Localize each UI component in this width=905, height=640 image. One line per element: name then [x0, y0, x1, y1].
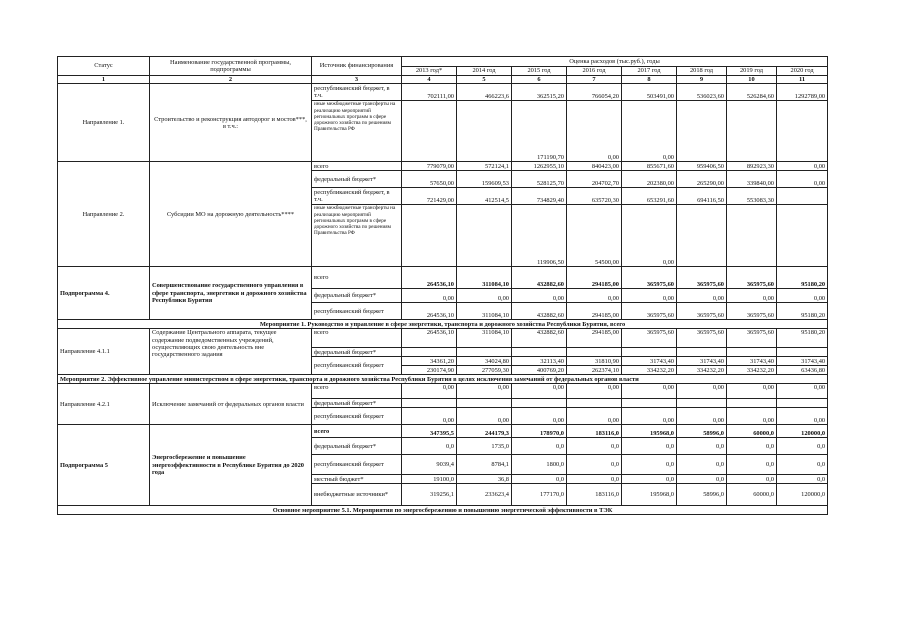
- value-cell: 432882,60: [512, 303, 567, 320]
- value-cell: [727, 101, 777, 162]
- year-header: 2018 год: [677, 67, 727, 76]
- value-cell: 365975,60: [727, 267, 777, 289]
- value-cell: 0,0: [677, 438, 727, 455]
- value-cell: 32113,40: [512, 357, 567, 366]
- value-cell: 702111,00: [402, 84, 457, 101]
- value-cell: 120000,0: [777, 425, 828, 438]
- value-cell: 0,00: [512, 408, 567, 425]
- row-status: Подпрограмма 5: [58, 425, 150, 506]
- value-cell: 0,00: [727, 408, 777, 425]
- year-header: 2019 год: [727, 67, 777, 76]
- section-row: [58, 320, 828, 329]
- source-cell: федеральный бюджет*: [312, 399, 402, 408]
- value-cell: 195968,0: [622, 484, 677, 506]
- value-cell: 432882,60: [512, 267, 567, 289]
- value-cell: 119906,50: [512, 205, 567, 267]
- header-name: Наименование государственной программы, подпрограммы: [150, 57, 312, 76]
- value-cell: 8784,1: [457, 455, 512, 475]
- event-5-1-title: Основное мероприятие 5.1. Мероприятия по энергосбережению и повышению энергетической эффективности в ТЭК: [58, 506, 828, 515]
- value-cell: 0,0: [677, 455, 727, 475]
- value-cell: 959406,50: [677, 162, 727, 171]
- value-cell: 365975,60: [622, 329, 677, 348]
- table-row: [58, 84, 828, 101]
- value-cell: 334232,20: [622, 366, 677, 375]
- value-cell: 34361,20: [402, 357, 457, 366]
- source-cell: федеральный бюджет*: [312, 438, 402, 455]
- value-cell: 635720,30: [567, 188, 622, 205]
- value-cell: 294185,00: [567, 303, 622, 320]
- value-cell: [402, 348, 457, 357]
- row-status: Подпрограмма 4.: [58, 267, 150, 320]
- value-cell: 779079,00: [402, 162, 457, 171]
- source-cell: республиканский бюджет, в т.ч.: [312, 188, 402, 205]
- table-row: [58, 267, 828, 289]
- value-cell: 400769,20: [512, 366, 567, 375]
- value-cell: 0,00: [622, 101, 677, 162]
- value-cell: 60000,0: [727, 484, 777, 506]
- row-status: Направление 4.2.1: [58, 384, 150, 425]
- value-cell: 9039,4: [402, 455, 457, 475]
- source-cell: всего: [312, 425, 402, 438]
- value-cell: 553083,30: [727, 188, 777, 205]
- section-row: [58, 375, 828, 384]
- value-cell: [457, 101, 512, 162]
- value-cell: 0,00: [727, 384, 777, 399]
- value-cell: 0,00: [402, 408, 457, 425]
- value-cell: [777, 205, 828, 267]
- value-cell: 766054,20: [567, 84, 622, 101]
- value-cell: [677, 399, 727, 408]
- value-cell: 0,0: [677, 475, 727, 484]
- value-cell: 412514,5: [457, 188, 512, 205]
- source-cell: местный бюджет*: [312, 475, 402, 484]
- value-cell: [777, 188, 828, 205]
- value-cell: 653291,60: [622, 188, 677, 205]
- year-header: 2014 год: [457, 67, 512, 76]
- value-cell: [512, 348, 567, 357]
- value-cell: 365975,60: [727, 303, 777, 320]
- source-cell: всего: [312, 384, 402, 399]
- value-cell: 265290,00: [677, 171, 727, 188]
- value-cell: 0,0: [727, 475, 777, 484]
- year-header: 2020 год: [777, 67, 828, 76]
- value-cell: 95180,20: [777, 267, 828, 289]
- index-cell: 8: [622, 76, 677, 84]
- table-row: [58, 384, 828, 399]
- source-cell: республиканский бюджет: [312, 455, 402, 475]
- row-status: Направление 4.1.1: [58, 329, 150, 375]
- value-cell: 694116,50: [677, 188, 727, 205]
- value-cell: 0,00: [622, 205, 677, 267]
- index-cell: 10: [727, 76, 777, 84]
- source-cell: всего: [312, 329, 402, 348]
- value-cell: 311084,10: [457, 267, 512, 289]
- source-cell: федеральный бюджет*: [312, 289, 402, 303]
- value-cell: 0,00: [677, 384, 727, 399]
- value-cell: 177170,0: [512, 484, 567, 506]
- year-header: 2013 год*: [402, 67, 457, 76]
- source-cell: республиканский бюджет: [312, 408, 402, 425]
- value-cell: 31743,40: [677, 357, 727, 366]
- value-cell: 0,0: [567, 455, 622, 475]
- index-cell: 2: [150, 76, 312, 84]
- value-cell: 503491,00: [622, 84, 677, 101]
- source-cell: иные межбюджетные трансферты на реализацию мероприятий региональных программ в сфере дорожного хозяйства по решениям Правительства РФ: [312, 101, 402, 162]
- value-cell: 528125,70: [512, 171, 567, 188]
- value-cell: 0,00: [777, 162, 828, 171]
- value-cell: 34024,80: [457, 357, 512, 366]
- value-cell: 294185,00: [567, 267, 622, 289]
- value-cell: 319256,1: [402, 484, 457, 506]
- value-cell: 171190,70: [512, 101, 567, 162]
- value-cell: [402, 205, 457, 267]
- value-cell: 0,0: [622, 475, 677, 484]
- table-row: [58, 425, 828, 438]
- event-2-title: Мероприятие 2. Эффективное управление министерством в сфере энергетики, транспорта и дорожного хозяйства Республики Бурятия в целях исключения замечаний от федеральных органов власти: [58, 375, 828, 384]
- value-cell: 277059,30: [457, 366, 512, 375]
- value-cell: 0,00: [677, 289, 727, 303]
- value-cell: 95180,20: [777, 303, 828, 320]
- value-cell: 432882,60: [512, 329, 567, 348]
- value-cell: 0,0: [777, 475, 828, 484]
- value-cell: [777, 348, 828, 357]
- value-cell: 95180,20: [777, 329, 828, 348]
- value-cell: 0,0: [777, 438, 828, 455]
- value-cell: 0,00: [777, 171, 828, 188]
- value-cell: [457, 348, 512, 357]
- value-cell: 195968,0: [622, 425, 677, 438]
- year-header: 2017 год: [622, 67, 677, 76]
- value-cell: 0,00: [567, 101, 622, 162]
- row-name: Исключение замечаний от федеральных органов власти: [150, 384, 312, 425]
- value-cell: 31743,40: [622, 357, 677, 366]
- value-cell: 365975,60: [622, 267, 677, 289]
- source-cell: всего: [312, 162, 402, 171]
- source-cell: федеральный бюджет*: [312, 348, 402, 357]
- value-cell: 334232,20: [727, 366, 777, 375]
- row-name: Строительство и реконструкция автодорог и мостов***, в т.ч.:: [150, 84, 312, 162]
- value-cell: 264536,10: [402, 303, 457, 320]
- value-cell: 339840,00: [727, 171, 777, 188]
- row-name: Энергосбережение и повышение энергоэффективности в Республике Бурятия до 2020 года: [150, 425, 312, 506]
- value-cell: 159609,53: [457, 171, 512, 188]
- value-cell: 0,00: [512, 384, 567, 399]
- value-cell: [677, 348, 727, 357]
- value-cell: [777, 101, 828, 162]
- value-cell: 362515,20: [512, 84, 567, 101]
- value-cell: 526284,60: [727, 84, 777, 101]
- section-row: [58, 506, 828, 515]
- event-1-title: Мероприятие 1. Руководство и управление в сфере энергетики, транспорта и дорожного хозяйства Республики Бурятия, всего: [58, 320, 828, 329]
- value-cell: 58996,0: [677, 484, 727, 506]
- value-cell: [677, 101, 727, 162]
- source-cell: республиканский бюджет, в т.ч.: [312, 84, 402, 101]
- value-cell: 183116,0: [567, 425, 622, 438]
- budget-table: [57, 56, 828, 515]
- value-cell: 183116,0: [567, 484, 622, 506]
- value-cell: 120000,0: [777, 484, 828, 506]
- source-cell: иные межбюджетные трансферты на реализацию мероприятий региональных программ в сфере дорожного хозяйства по решениям Правительства РФ: [312, 205, 402, 267]
- value-cell: [777, 399, 828, 408]
- source-cell: внебюджетные источники*: [312, 484, 402, 506]
- value-cell: 572124,1: [457, 162, 512, 171]
- index-cell: 7: [567, 76, 622, 84]
- value-cell: 0,00: [622, 384, 677, 399]
- value-cell: 0,0: [402, 438, 457, 455]
- value-cell: 31810,90: [567, 357, 622, 366]
- source-cell: республиканский бюджет: [312, 357, 402, 375]
- source-cell: федеральный бюджет*: [312, 171, 402, 188]
- value-cell: 31743,40: [777, 357, 828, 366]
- value-cell: 311084,10: [457, 329, 512, 348]
- value-cell: 365975,60: [677, 329, 727, 348]
- value-cell: 0,00: [402, 384, 457, 399]
- value-cell: 63436,80: [777, 366, 828, 375]
- value-cell: 0,00: [567, 408, 622, 425]
- value-cell: [402, 101, 457, 162]
- value-cell: 178970,0: [512, 425, 567, 438]
- value-cell: 0,00: [567, 289, 622, 303]
- value-cell: 0,00: [457, 408, 512, 425]
- value-cell: 60000,0: [727, 425, 777, 438]
- row-name: Субсидии МО на дорожную деятельность****: [150, 162, 312, 267]
- value-cell: 0,0: [567, 438, 622, 455]
- value-cell: 466223,6: [457, 84, 512, 101]
- value-cell: 0,00: [727, 289, 777, 303]
- source-cell: всего: [312, 267, 402, 289]
- index-cell: 9: [677, 76, 727, 84]
- value-cell: 334232,20: [677, 366, 727, 375]
- value-cell: 31743,40: [727, 357, 777, 366]
- value-cell: 1262955,10: [512, 162, 567, 171]
- row-name: Содержание Центрального аппарата, текущее содержание подведомственных учреждений, осуществляющих свою деятельность вне государственного задания: [150, 329, 312, 375]
- value-cell: 1292789,00: [777, 84, 828, 101]
- value-cell: 0,00: [777, 384, 828, 399]
- value-cell: 202380,00: [622, 171, 677, 188]
- year-header: 2016 год: [567, 67, 622, 76]
- value-cell: [727, 205, 777, 267]
- value-cell: [727, 348, 777, 357]
- value-cell: 57650,00: [402, 171, 457, 188]
- value-cell: 54500,00: [567, 205, 622, 267]
- year-header: 2015 год: [512, 67, 567, 76]
- value-cell: [457, 399, 512, 408]
- value-cell: 1735,0: [457, 438, 512, 455]
- value-cell: [677, 205, 727, 267]
- value-cell: 365975,60: [727, 329, 777, 348]
- index-cell: 4: [402, 76, 457, 84]
- value-cell: 19100,0: [402, 475, 457, 484]
- value-cell: [567, 348, 622, 357]
- value-cell: 0,0: [512, 475, 567, 484]
- value-cell: 0,0: [777, 455, 828, 475]
- value-cell: 0,0: [727, 455, 777, 475]
- value-cell: 0,0: [512, 438, 567, 455]
- value-cell: 244179,3: [457, 425, 512, 438]
- value-cell: 264536,10: [402, 267, 457, 289]
- value-cell: 36,8: [457, 475, 512, 484]
- value-cell: 0,00: [402, 289, 457, 303]
- value-cell: 311084,10: [457, 303, 512, 320]
- value-cell: 0,00: [677, 408, 727, 425]
- value-cell: 294185,00: [567, 329, 622, 348]
- value-cell: 0,00: [567, 384, 622, 399]
- row-name: Совершенствование государственного управления в сфере транспорта, энергетики и дорожного хозяйства Республики Бурятия: [150, 267, 312, 320]
- header-estimate: Оценка расходов (тыс.руб.), годы: [402, 57, 828, 67]
- header-source: Источник финансирования: [312, 57, 402, 76]
- value-cell: 855671,60: [622, 162, 677, 171]
- value-cell: 0,0: [622, 438, 677, 455]
- value-cell: 892923,30: [727, 162, 777, 171]
- value-cell: 347395,5: [402, 425, 457, 438]
- row-status: Направление 1.: [58, 84, 150, 162]
- value-cell: 0,0: [622, 455, 677, 475]
- table-row: [58, 162, 828, 171]
- value-cell: [567, 399, 622, 408]
- value-cell: 0,0: [567, 475, 622, 484]
- value-cell: 0,00: [457, 384, 512, 399]
- value-cell: [622, 399, 677, 408]
- value-cell: [622, 348, 677, 357]
- table-row: [58, 329, 828, 348]
- value-cell: 734829,40: [512, 188, 567, 205]
- value-cell: 0,0: [727, 438, 777, 455]
- value-cell: 230174,90: [402, 366, 457, 375]
- source-cell: республиканский бюджет: [312, 303, 402, 320]
- value-cell: 536023,60: [677, 84, 727, 101]
- row-status: Направление 2.: [58, 162, 150, 267]
- value-cell: 0,00: [777, 408, 828, 425]
- index-cell: 3: [312, 76, 402, 84]
- value-cell: [512, 399, 567, 408]
- value-cell: [402, 399, 457, 408]
- value-cell: 204702,70: [567, 171, 622, 188]
- value-cell: [727, 399, 777, 408]
- index-cell: 1: [58, 76, 150, 84]
- index-cell: 5: [457, 76, 512, 84]
- value-cell: 58996,0: [677, 425, 727, 438]
- index-cell: 6: [512, 76, 567, 84]
- value-cell: 365975,60: [677, 267, 727, 289]
- value-cell: 1800,0: [512, 455, 567, 475]
- header-row-1: [58, 57, 828, 67]
- header-index-row: [58, 76, 828, 84]
- value-cell: 365975,60: [622, 303, 677, 320]
- header-status: Статус: [58, 57, 150, 76]
- budget-table-sheet: [57, 56, 827, 515]
- value-cell: 233623,4: [457, 484, 512, 506]
- value-cell: 0,00: [777, 289, 828, 303]
- value-cell: 262374,10: [567, 366, 622, 375]
- value-cell: 0,00: [457, 289, 512, 303]
- value-cell: 840423,00: [567, 162, 622, 171]
- value-cell: 0,00: [622, 289, 677, 303]
- value-cell: 0,00: [512, 289, 567, 303]
- value-cell: 365975,60: [677, 303, 727, 320]
- index-cell: 11: [777, 76, 828, 84]
- value-cell: 0,00: [622, 408, 677, 425]
- value-cell: 721429,00: [402, 188, 457, 205]
- value-cell: [457, 205, 512, 267]
- value-cell: 264536,10: [402, 329, 457, 348]
